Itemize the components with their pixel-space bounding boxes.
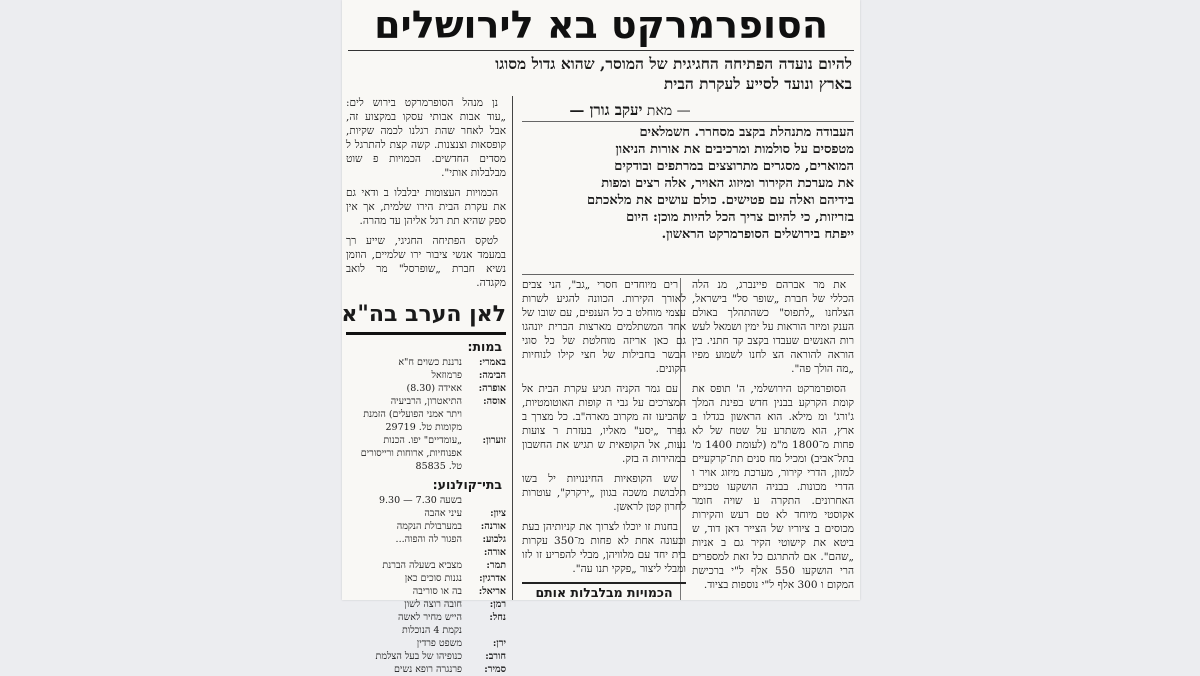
listing-venue	[466, 408, 506, 421]
listing-row	[346, 598, 506, 611]
listing-show: פרמוזאל	[431, 370, 462, 381]
listing-row	[346, 572, 506, 585]
listing-show: אפנוחיות, ארוחות ורייסורים	[360, 448, 462, 459]
article-paragraph: עם גמר הקניה תגיע עקרת הבית אל המצרכים על גבי ה קופות האוטומטיות, שהביעו זה מקרוב מארה"ב. כל מצרך ב גפרד „יסע" מאליו, בעזרת ר צועות נעות, אל הקופאית ש תגיש את החשבון במהירות ה בזק.	[522, 383, 686, 465]
listing-row	[346, 494, 506, 507]
newspaper-page	[341, 0, 860, 675]
listing-row	[346, 650, 506, 663]
byline-author: יעקב גורן —	[569, 101, 643, 119]
lead-line: בידיהם ואלה עם פטישים. כולם עושים את מלאכתם	[587, 193, 854, 208]
listing-row	[346, 546, 506, 559]
listing-venue: אריאל:	[478, 586, 506, 597]
lead-line: את מערכת הקירור ומיזוג האויר, אלה רצים ומפות	[601, 176, 854, 191]
listing-row	[346, 585, 506, 598]
listing-show: נגנות סוכים כאן	[404, 573, 462, 584]
listing-row	[346, 369, 506, 382]
byline-prefix: — מאת	[646, 103, 691, 119]
cinema-listing	[346, 494, 506, 676]
listing-row	[346, 408, 506, 421]
listing-row	[346, 520, 506, 533]
article-paragraph: הכמויות העצומות יבלבלו ב ודאי גם את עקרת הבית הירו שלמית, אך אין ספק שהיא תת רגל אליהן עד מהרה.	[346, 187, 506, 227]
listing-venue: אורנה:	[480, 521, 506, 532]
article-column-1	[692, 278, 854, 600]
article-paragraph: הסופרמרקט הירושלמי, ה' תופס את קומת הקרקע בבנין חדש בפינת המלך ג'ורג' ומ מילא. הוא הראשון בגדלו ב ארץ, הוא משתרע על שטח של לא פחות מ־1800 מ"מ (לעומת 1400 מ' בתל־אביב) ומכיל מח סנים תת־קרקעיים למזון, הדרי קירור, מערכת מיזוג אויר ו הדרי מכונות. בבניה הושקעו טכניים האחרונים. התקרה ע שויה חומר אקוסטי מיוחד לא טם רעש והקירות מכוסים ב ציוריו של הצייר דאן דוד, ש ביטא את קישוטי הקיר גם ב אניות „שהם". אם להתרגם כל זאת למספרים הרי הושקעו 550 אלף ל"י ברכישת המקום ו 300 אלף ל"י נוספות בציוד.	[692, 383, 854, 591]
listings-title: לאן הערב בה"א	[346, 300, 506, 335]
subheadline-line: בארץ ונועד לסייע לעקרת הבית	[663, 74, 852, 93]
divider	[522, 121, 854, 122]
listing-venue: ציון:	[490, 508, 506, 519]
listing-show: התיאטרון, הרביעיה	[390, 396, 462, 407]
article-column-2	[522, 278, 686, 600]
divider	[522, 274, 854, 275]
listing-show: מקומות טל. 29719	[385, 422, 462, 433]
listing-row	[346, 460, 506, 473]
listing-row	[346, 356, 506, 369]
listing-show: נקמת 4 הנוכלות	[402, 625, 462, 636]
listing-row	[346, 507, 506, 520]
listing-show: עיני אהבה	[424, 508, 462, 519]
lead-paragraph	[522, 124, 854, 243]
lead-line: העבודה מתנהלת בקצב מסחרר. חשמלאים	[639, 125, 854, 140]
listing-venue: חורב:	[485, 651, 506, 662]
listing-show: בה או סוריבה	[412, 586, 462, 597]
listing-venue: זוערון:	[482, 435, 506, 446]
article-paragraph: בחנות זו יוכלו לצרוך את קניותיהן בעת ובעונה אחת לא פחות מ־350 עקרות בית יחד עם מלוויהן, מבלי להפריע זו לזו ומבלי ליצור „פקקי תנו עה".	[522, 521, 686, 575]
lead-line: בזריזות, כי להיום צריך הכל להיות מוכן: היום	[626, 210, 854, 225]
listing-show: אאידה (8.30)	[406, 383, 462, 394]
listing-venue	[466, 447, 506, 460]
listing-show: בשעה 7.30 — 9.30	[378, 495, 462, 506]
listing-row	[346, 421, 506, 434]
listing-row	[346, 395, 506, 408]
article-paragraph: שש הקופאיות החיננויות יל בשו תלבושת משכה בגוון „ירקרק", עוטרות לחרון קטן לראשן.	[522, 473, 686, 513]
lead-line: מטפסים על סולמות ומרכיבים את אורות הניאון	[615, 142, 854, 157]
listing-row	[346, 533, 506, 546]
listing-venue	[466, 494, 506, 507]
listing-row	[346, 559, 506, 572]
listing-venue	[466, 460, 506, 473]
article-paragraph: את מר אברהם פיינברג, מנ הלה הכללי של חברת „שופר סל" בישראל, הצלחנו „לתפוס" כשהתהלך באולם הענק ומיזר הוראות על ימין ושמאל לעש רות האנשים שעבדו בקצב קד חתני. בין הוראה להוראה הצ לחנו לשמוע מפיו „מה הולך פה".	[692, 279, 854, 375]
article-column-3	[346, 96, 506, 316]
listing-venue: תמר:	[486, 560, 506, 571]
listing-row	[346, 447, 506, 460]
article-paragraph: נן מנהל הסופרמרקט בירוש לים: „עוד אבות אבותי עסקו במקצוע זה, אבל לאחר שהת רגלנו לכמה שקיות, קופסאות וצנצנות. קשה קצת להתרגל ל מסדים החדשים. הכמויות פ שוט מבלבלות אותי".	[346, 97, 506, 179]
listing-row	[346, 637, 506, 650]
listing-row	[346, 611, 506, 624]
listing-venue: באמרי:	[479, 357, 506, 368]
listings-box	[341, 300, 506, 675]
section-heading: הכמויות מבלבלות אותם	[522, 582, 686, 600]
listing-show: כנופיהו של בעל הצלמת	[375, 651, 462, 662]
listing-venue: נחל:	[489, 612, 506, 623]
lead-line: המוארים, מסגרים מתרוצצים במרתפים ובודקים	[614, 159, 854, 174]
listings-section-heading: במות:	[467, 339, 502, 354]
listings-section-heading: בתי־קולנוע:	[432, 477, 502, 492]
theatre-listing	[346, 356, 506, 473]
listing-show: הפגור לה והפוה...	[395, 534, 462, 545]
listing-show: „עומדיים" יפו. הכנות	[383, 435, 462, 446]
listing-row	[346, 663, 506, 676]
listing-show: משפט פרדין	[416, 638, 462, 649]
listing-row	[346, 434, 506, 447]
subheadline-line: להיום נועדה הפתיחה החגיגית של המוסר, שהוא גדול מסוגו	[495, 54, 852, 73]
listing-venue: רמן:	[489, 599, 506, 610]
article-paragraph: רים מיוחדים חסרי „גב", הני צבים לאורך הקירות. הכוונה להגיע לשרות עצמי מוחלט ב כל הענפים, עם שובו של אחד המשתלמים מארצות הברית יונהגו גם כאן אריזה מוחלטת של כל סוגי הבשר בחבילות של חצי קילו לנוחיות הקונים.	[522, 279, 686, 375]
lead-line: ייפתח בירושלים הסופרמרקט הראשון.	[661, 227, 854, 242]
listing-show: במערבולת הנקמה	[396, 521, 462, 532]
listing-venue	[466, 421, 506, 434]
listing-show: מצביא בשעלה הברנת	[382, 560, 462, 571]
byline	[530, 101, 730, 120]
listing-venue: גלבוע:	[482, 534, 506, 545]
listing-show: טל. 85835	[415, 461, 462, 472]
listing-venue: אדרגין:	[479, 573, 506, 584]
listing-row	[346, 624, 506, 637]
headline: הסופרמרקט בא לירושלים	[374, 3, 828, 47]
listing-show: ויתר אמני הפועלים) הזמנת	[363, 409, 462, 420]
listing-show: נרננת כשוים ח"א	[398, 357, 462, 368]
listing-show: הייש מחיר לאשה	[398, 612, 462, 623]
listing-venue: אוסה:	[483, 396, 506, 407]
column-divider	[512, 96, 513, 600]
listing-venue: אופרה:	[478, 383, 506, 394]
listing-row	[346, 382, 506, 395]
subheadline	[350, 54, 852, 94]
article-paragraph: לטקס הפתיחה החגיגי, שייע רך במעמד אנשי ציבור ירו שלמיים, הוזמן נשיא חברת „שופרסל" מר לואב מקגדה.	[346, 235, 506, 289]
listing-venue: הבימה:	[478, 370, 506, 381]
listing-venue: ירן:	[492, 638, 506, 649]
listing-venue: סמיר:	[484, 664, 506, 675]
listing-show: פרנגרה רופא נשים	[393, 664, 462, 675]
listing-venue	[466, 624, 506, 637]
listing-show: חובה רוצה לשון	[404, 599, 462, 610]
listing-venue: אורה:	[483, 547, 506, 558]
divider	[348, 50, 854, 51]
